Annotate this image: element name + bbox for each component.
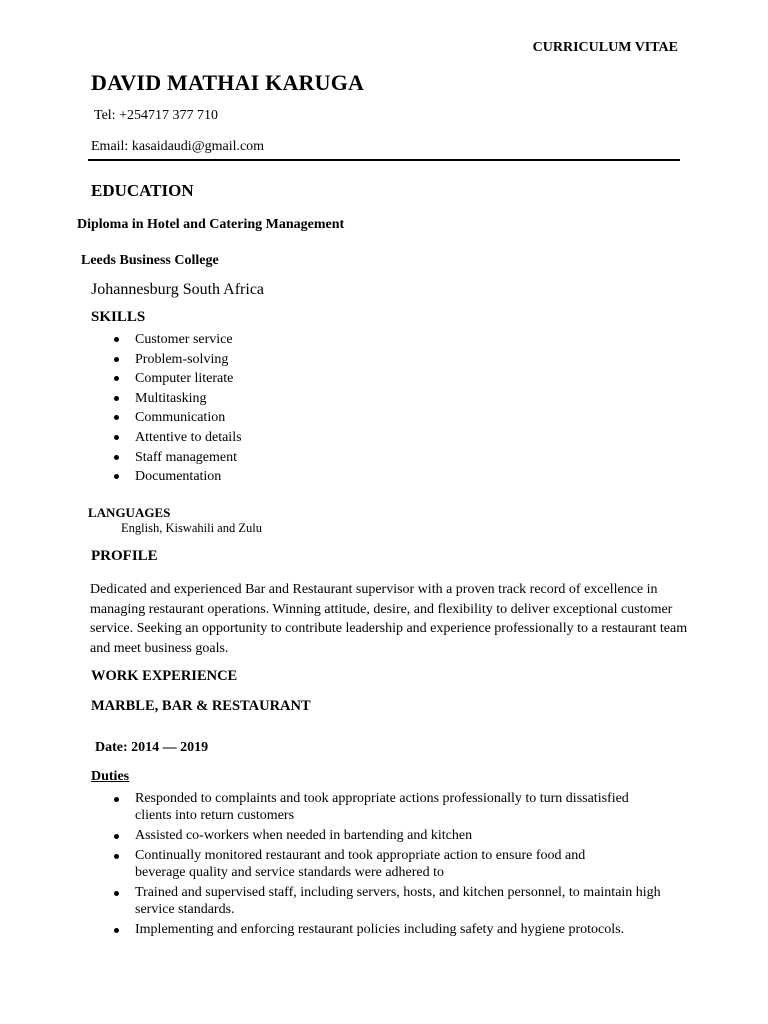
duties-list xyxy=(0,790,690,941)
skill-item: Documentation xyxy=(0,467,242,487)
phone-number: Tel: +254717 377 710 xyxy=(94,108,218,123)
duty-item: Continually monitored restaurant and took appropriate action to ensure food and beverage quality and service standards were adhered to xyxy=(0,847,615,881)
profile-text: Dedicated and experienced Bar and Restaurant supervisor with a proven track record of excellence in managing restaurant operations. Winning attitude, desire, and flexibility to deliver exceptional customer service. Seeking an opportunity to contribute leadership and experience professionally to a restaurant team and meet business goals. xyxy=(90,582,688,656)
header-divider xyxy=(88,159,680,161)
work-experience-heading: WORK EXPERIENCE xyxy=(91,668,238,684)
skill-item: Multitasking xyxy=(0,389,242,409)
candidate-name: DAVID MATHAI KARUGA xyxy=(91,70,365,95)
skill-item: Customer service xyxy=(0,330,242,350)
education-degree: Diploma in Hotel and Catering Management xyxy=(77,217,345,232)
education-heading: EDUCATION xyxy=(91,181,194,200)
duty-item: Responded to complaints and took appropriate actions professionally to turn dissatisfied clients into return customers xyxy=(0,790,665,824)
languages-text: English, Kiswahili and Zulu xyxy=(121,521,262,535)
skill-item: Staff management xyxy=(0,448,242,468)
duties-heading: Duties xyxy=(91,769,130,784)
employer-name: MARBLE, BAR & RESTAURANT xyxy=(91,698,311,714)
skills-heading: SKILLS xyxy=(91,309,146,325)
languages-heading: LANGUAGES xyxy=(88,505,171,520)
skill-item: Problem-solving xyxy=(0,350,242,370)
profile-heading: PROFILE xyxy=(91,548,158,564)
document-label: CURRICULUM VITAE xyxy=(532,40,678,55)
skills-list xyxy=(0,330,242,487)
education-school: Leeds Business College xyxy=(81,253,219,268)
duty-item: Assisted co-workers when needed in bartending and kitchen xyxy=(0,827,690,844)
skill-item: Computer literate xyxy=(0,369,242,389)
email-address: Email: kasaidaudi@gmail.com xyxy=(91,139,265,154)
skill-item: Attentive to details xyxy=(0,428,242,448)
skill-item: Communication xyxy=(0,408,242,428)
education-location: Johannesburg South Africa xyxy=(91,281,265,298)
duty-item: Trained and supervised staff, including servers, hosts, and kitchen personnel, to maintain high service standards. xyxy=(0,884,665,918)
employment-dates: Date: 2014 — 2019 xyxy=(95,740,209,755)
duty-item: Implementing and enforcing restaurant policies including safety and hygiene protocols. xyxy=(0,921,690,938)
